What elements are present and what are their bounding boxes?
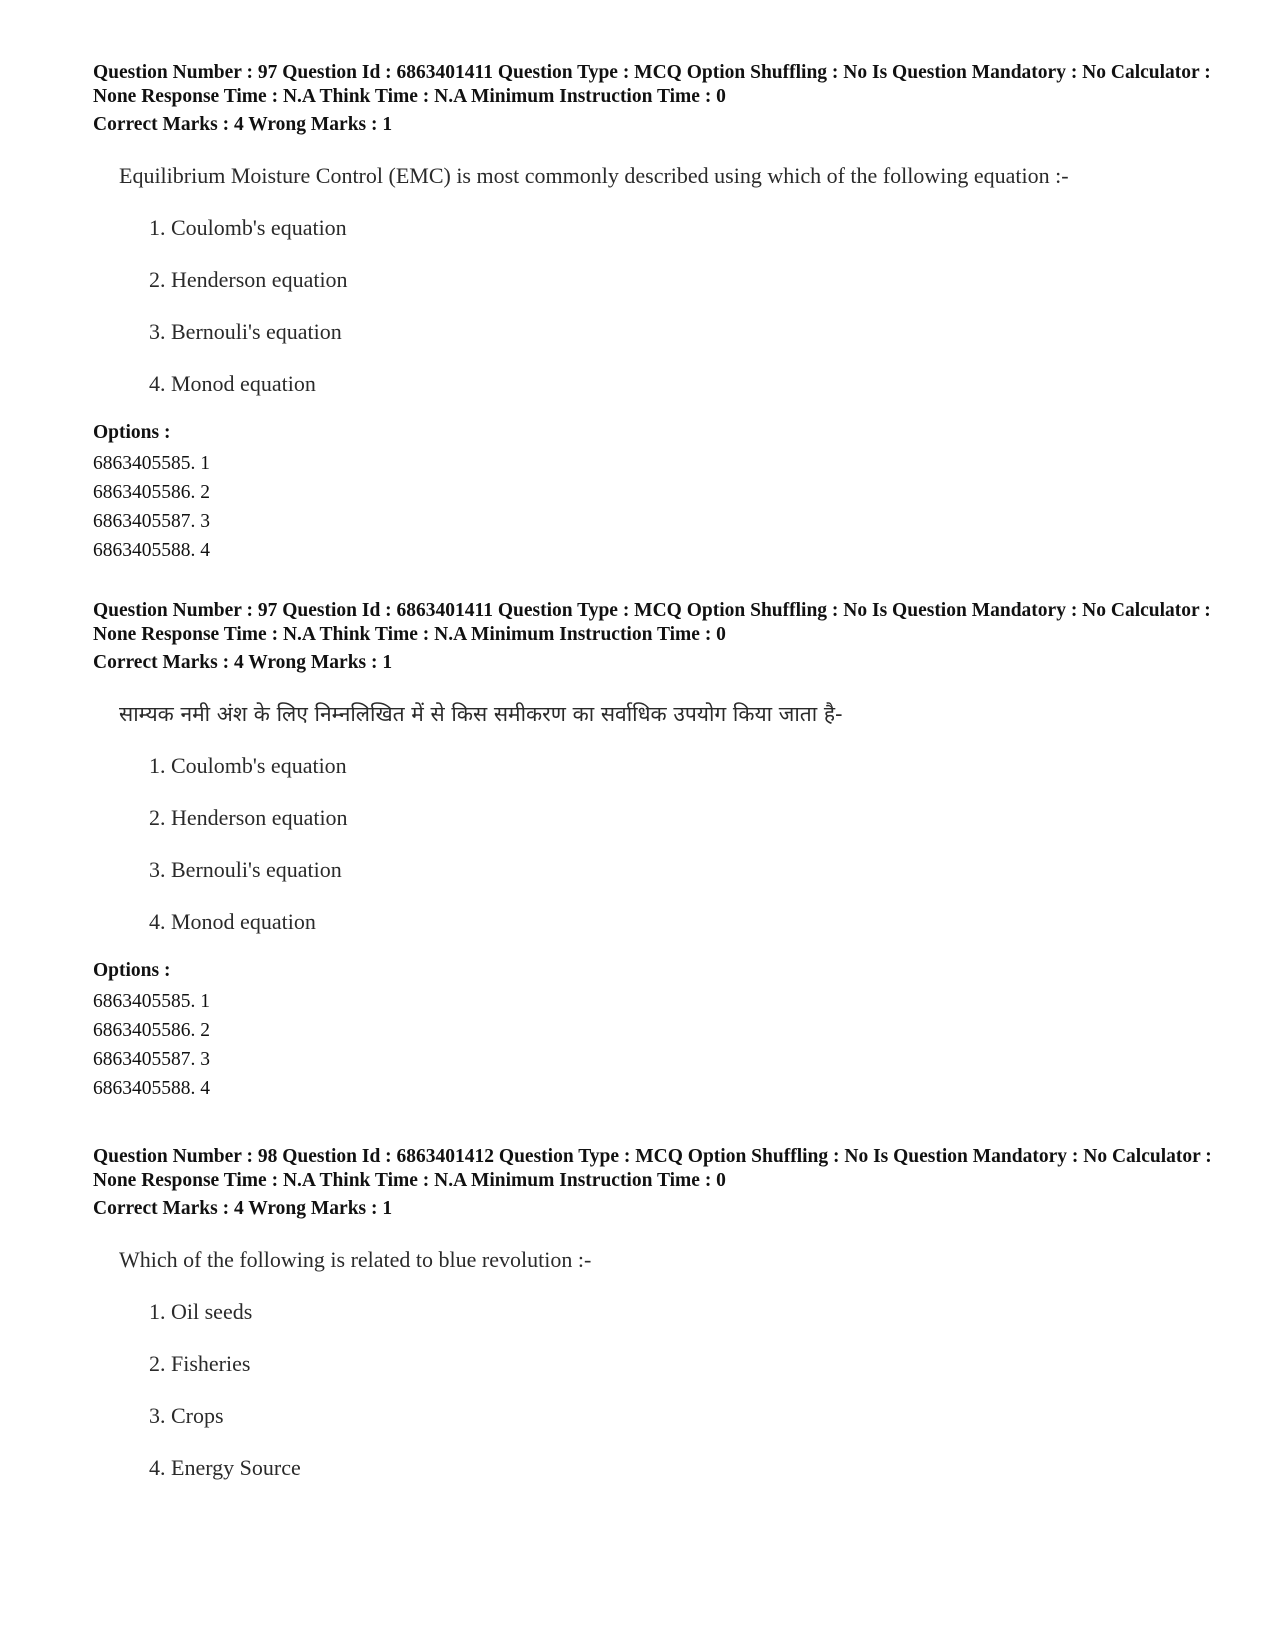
option-id-item: 6863405588. 4 bbox=[93, 540, 210, 561]
choice-item: 2. Henderson equation bbox=[149, 805, 348, 830]
choice-list bbox=[93, 1297, 1213, 1483]
choice-item: 4. Monod equation bbox=[149, 371, 316, 396]
options-label: Options : bbox=[93, 422, 171, 443]
choice-item: 4. Energy Source bbox=[149, 1455, 301, 1480]
option-id-item: 6863405586. 2 bbox=[93, 482, 210, 503]
question-marks: Correct Marks : 4 Wrong Marks : 1 bbox=[93, 652, 393, 673]
choice-item: 2. Henderson equation bbox=[149, 267, 348, 292]
question-block bbox=[93, 61, 1213, 565]
choice-item: 1. Oil seeds bbox=[149, 1299, 253, 1324]
option-id-item: 6863405585. 1 bbox=[93, 991, 210, 1012]
choice-item: 1. Coulomb's equation bbox=[149, 215, 347, 240]
question-text: साम्यक नमी अंश के लिए निम्नलिखित में से किस समीकरण का सर्वाधिक उपयोग किया जाता है- bbox=[119, 702, 843, 726]
question-meta: Question Number : 98 Question Id : 6863401412 Question Type : MCQ Option Shuffling : No Is Question Mandatory : No Calculator : None Response Time : N.A Think Time : N.A Minimum Instruction Time : 0 bbox=[93, 1146, 1212, 1191]
question-meta: Question Number : 97 Question Id : 6863401411 Question Type : MCQ Option Shuffling : No Is Question Mandatory : No Calculator : None Response Time : N.A Think Time : N.A Minimum Instruction Time : 0 bbox=[93, 62, 1211, 107]
question-marks: Correct Marks : 4 Wrong Marks : 1 bbox=[93, 1198, 393, 1219]
option-id-list bbox=[93, 987, 1213, 1103]
choice-list bbox=[93, 751, 1213, 937]
choice-item: 1. Coulomb's equation bbox=[149, 753, 347, 778]
choice-item: 3. Crops bbox=[149, 1403, 224, 1428]
question-marks: Correct Marks : 4 Wrong Marks : 1 bbox=[93, 114, 393, 135]
choice-list bbox=[93, 213, 1213, 399]
choice-item: 2. Fisheries bbox=[149, 1351, 251, 1376]
option-id-item: 6863405588. 4 bbox=[93, 1078, 210, 1099]
option-id-list bbox=[93, 449, 1213, 565]
choice-item: 4. Monod equation bbox=[149, 909, 316, 934]
choice-item: 3. Bernouli's equation bbox=[149, 857, 342, 882]
options-label: Options : bbox=[93, 960, 171, 981]
option-id-item: 6863405587. 3 bbox=[93, 511, 210, 532]
question-block bbox=[93, 599, 1213, 1103]
question-text: Which of the following is related to blue revolution :- bbox=[119, 1247, 592, 1272]
option-id-item: 6863405587. 3 bbox=[93, 1049, 210, 1070]
choice-item: 3. Bernouli's equation bbox=[149, 319, 342, 344]
question-meta: Question Number : 97 Question Id : 6863401411 Question Type : MCQ Option Shuffling : No Is Question Mandatory : No Calculator : None Response Time : N.A Think Time : N.A Minimum Instruction Time : 0 bbox=[93, 600, 1211, 645]
question-text: Equilibrium Moisture Control (EMC) is most commonly described using which of the following equation :- bbox=[119, 163, 1069, 188]
question-block bbox=[93, 1145, 1213, 1483]
option-id-item: 6863405586. 2 bbox=[93, 1020, 210, 1041]
option-id-item: 6863405585. 1 bbox=[93, 453, 210, 474]
